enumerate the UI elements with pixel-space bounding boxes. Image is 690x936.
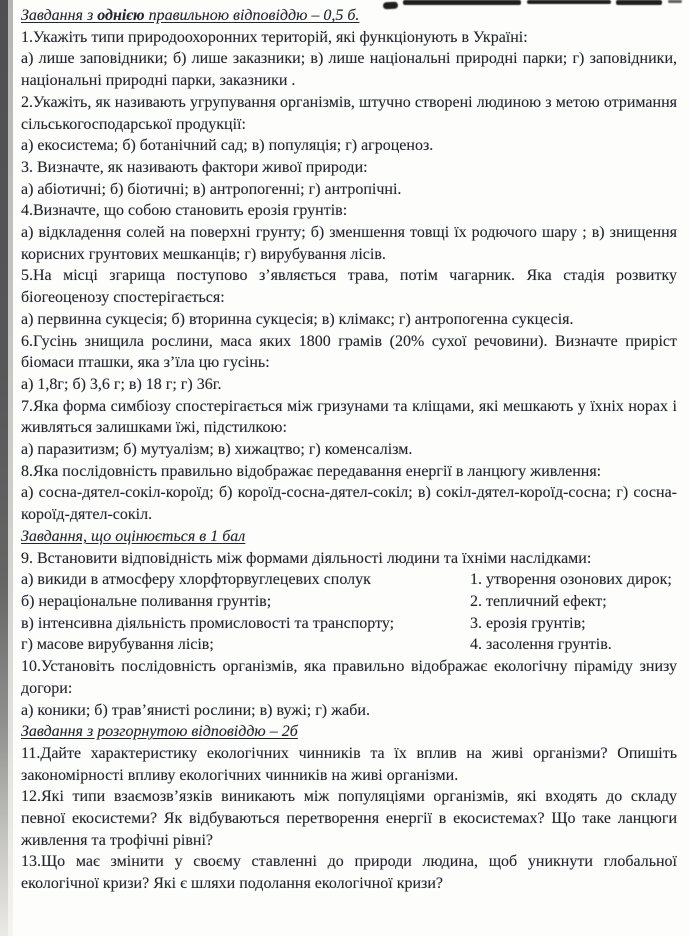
question-1-text: 1.Укажіть типи природоохоронних територій, які функціонують в Україні: xyxy=(21,28,528,46)
section-3-heading xyxy=(21,721,677,743)
question-1-options: а) лише заповідники; б) лише заказники; в) лише національні природні парки; г) заповідники, національні природні парки, заказники . xyxy=(21,50,677,90)
match-left-a: а) викиди в атмосферу хлорфторвуглецевих сполук xyxy=(21,571,371,589)
question-7-text: 7.Яка форма симбіозу спостерігається між гризунами та кліщами, які мешкають у їхніх норах і живляться залишками їжі, підстилкою: xyxy=(21,397,677,437)
section-1-heading xyxy=(21,5,677,27)
match-right-4: 4. засолення грунтів. xyxy=(470,636,612,654)
question-4-text: 4.Визначте, що собою становить ерозія грунтів: xyxy=(21,202,348,220)
match-pair-row xyxy=(21,613,677,635)
match-left-g: г) масове вирубування лісів; xyxy=(21,636,214,654)
question-3-options: а) абіотичні; б) біотичні; в) антропогенні; г) антропічні. xyxy=(21,180,402,198)
question-13-text: 13.Що має змінити у своєму ставленні до природи людина, щоб уникнути глобальної екологічної кризи? Які є шляхи подолання екологічної кризи? xyxy=(21,853,677,893)
question-5-text: 5.На місці згарища поступово з’являється трава, потім чагарник. Яка стадія розвитку біогеоценозу спостерігається: xyxy=(21,267,677,307)
match-left-v: в) інтенсивна діяльність промисловості та транспорту; xyxy=(21,614,395,632)
match-left-b: б) нераціональне поливання грунтів; xyxy=(21,592,272,610)
match-pair-row xyxy=(21,569,677,591)
document-content xyxy=(21,5,677,895)
scan-smudge xyxy=(668,0,682,3)
question-10-options: а) коники; б) трав’янисті рослини; в) вужі; г) жаби. xyxy=(21,701,370,719)
scan-edge-dark-strip xyxy=(0,0,8,936)
question-6-text: 6.Гусінь знищила рослини, маса яких 1800 грамів (20% сухої речовини). Визначте приріст біомаси пташки, яка з’їла цю гусінь: xyxy=(21,332,677,372)
heading-text: Завдання з xyxy=(21,7,98,24)
question-8-options: а) сосна-дятел-сокіл-короїд; б) короїд-сосна-дятел-сокіл; в) сокіл-дятел-короїд-сосна; г) сосна-короїд-дятел-сокіл. xyxy=(21,484,677,524)
heading-text: правильною відповіддю – 0,5 б. xyxy=(144,7,360,24)
scan-smudge xyxy=(527,0,611,4)
match-right-2: 2. тепличний ефект; xyxy=(470,592,607,610)
match-pair-row xyxy=(21,634,677,656)
heading-bold-word: однією xyxy=(97,7,145,24)
question-2-text: 2.Укажіть, як називають угрупування організмів, штучно створені людиною з метою отримання сільськогосподарської продукції: xyxy=(21,93,677,133)
match-right-3: 3. ерозія грунтів; xyxy=(470,614,586,632)
question-7-options: а) паразитизм; б) мутуалізм; в) хижацтво; г) коменсалізм. xyxy=(21,441,413,459)
match-right-1: 1. утворення озонових дирок; xyxy=(470,571,672,589)
section-2-heading-underline: Завдання, що оцінюється в 1 бал xyxy=(21,527,246,545)
question-3-text: 3. Визначте, як називають фактори живої природи: xyxy=(21,158,368,176)
question-5-options: а) первинна сукцесія; б) вторинна сукцесія; в) клімакс; г) антропогенна сукцесія. xyxy=(21,310,574,328)
scan-edge-light-strip xyxy=(8,0,13,936)
section-2-heading xyxy=(21,526,677,548)
question-4-options: а) відкладення солей на поверхні грунту; б) зменшення товщі їх родючого шару ; в) знищення корисних грунтових мешканців; г) вирубування лісів. xyxy=(21,224,677,263)
section-1-heading-underline xyxy=(21,7,359,24)
question-2-options: а) екосистема; б) ботанічний сад; в) популяція; г) агроценоз. xyxy=(21,137,434,155)
question-8-text: 8.Яка послідовність правильно відображає передавання енергії в ланцюгу живлення: xyxy=(21,462,602,480)
section-3-heading-underline: Завдання з розгорнутою відповіддю – 2б xyxy=(21,723,298,741)
question-12-text: 12.Які типи взаємозв’язків виникають між популяціями організмів, які входять до складу певної екосистеми? Як відбуваються перетворення енергії в екосистемах? Що таке ланцюги живлення та трофічні рівні? xyxy=(21,788,677,849)
question-6-options: а) 1,8г; б) 3,6 г; в) 18 г; г) 36г. xyxy=(21,375,222,393)
question-9-text: 9. Встановити відповідність між формами діяльності людини та їхніми наслідками: xyxy=(21,549,592,567)
question-11-text: 11.Дайте характеристику екологічних чинників та їх вплив на живі організми? Опишіть закономірності впливу екологічних чинників на живі організми. xyxy=(21,744,677,784)
question-10-text: 10.Установіть послідовність організмів, яка правильно відображає екологічну піраміду знизу догори: xyxy=(21,658,677,697)
match-pair-row xyxy=(21,591,677,613)
